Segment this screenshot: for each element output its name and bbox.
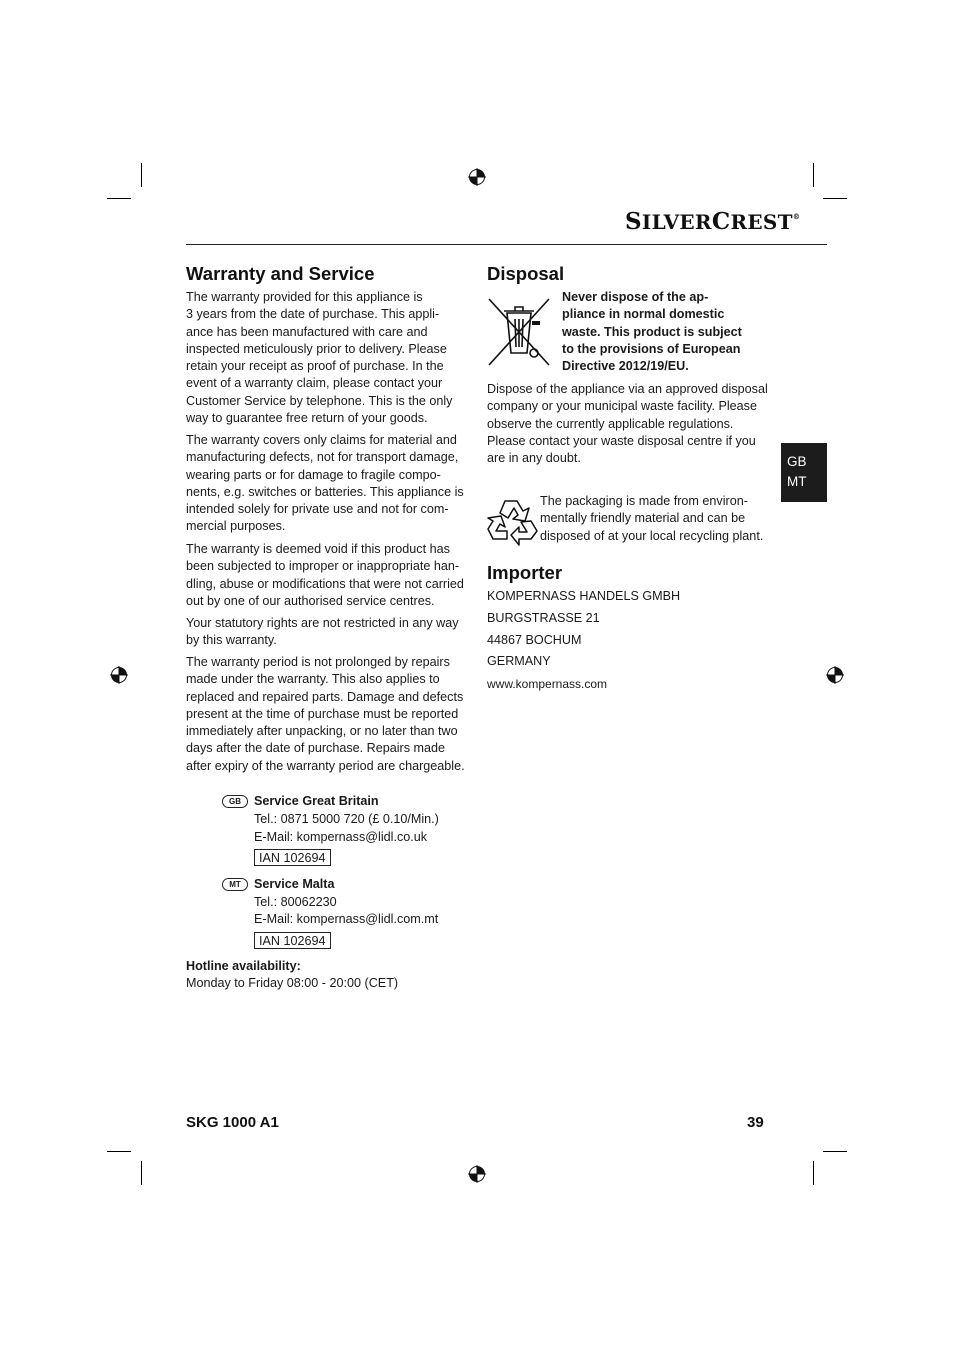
header-rule (186, 244, 827, 245)
importer-heading: Importer (487, 562, 563, 583)
service-email: E-Mail: kompernass@lidl.co.uk (254, 830, 428, 844)
disposal-body: Dispose of the appliance via an approved disposal company or your municipal waste facility. Please observe the currently applicable regulations. Please contact your waste disposal centre if you are in any doubt. (487, 382, 768, 466)
hotline-label: Hotline availability: (186, 959, 301, 973)
importer-line: 44867 BOCHUM (487, 633, 582, 647)
crop-mark (107, 198, 131, 199)
trademark: ® (792, 212, 801, 221)
country-badge-mt: MT (222, 878, 248, 891)
crop-mark (813, 163, 814, 187)
warranty-heading: Warranty and Service (186, 263, 375, 284)
crop-mark (107, 1151, 131, 1152)
warranty-paragraph: The warranty is deemed void if this product has been subjected to improper or inappropriate han- dling, abuse or modifications that were not carried out by one of our authorised service centres. (186, 542, 464, 608)
warranty-paragraph: The warranty covers only claims for material and manufacturing defects, not for transport damage, wearing parts or for damage to fragile compo- nents, e.g. switches or batteries. This appliance is intended solely for private use and not for com- mercial purposes. (186, 433, 464, 534)
crossed-bin-icon (487, 297, 553, 367)
model-number: SKG 1000 A1 (186, 1114, 279, 1131)
hotline-hours: Monday to Friday 08:00 - 20:00 (CET) (186, 976, 399, 990)
crop-mark (141, 1161, 142, 1185)
crop-mark (813, 1161, 814, 1185)
importer-website: www.kompernass.com (487, 677, 608, 691)
recycling-icon (487, 495, 539, 547)
language-gb: GB (787, 454, 807, 469)
crop-mark (141, 163, 142, 187)
language-tab (781, 443, 827, 502)
service-title: Service Great Britain (254, 794, 379, 808)
warranty-paragraph: The warranty period is not prolonged by repairs made under the warranty. This also applies to replaced and repaired parts. Damage and defects present at the time of purchase must be reported immediately after unpacking, or no later than two days after the date of purchase. Repairs made after expiry of the warranty period are chargeable. (186, 655, 465, 773)
ian-box: IAN 102694 (254, 932, 331, 949)
registration-mark-icon (468, 168, 486, 186)
packaging-note: The packaging is made from environ- mentally friendly material and can be disposed of at your local recycling plant. (540, 494, 764, 543)
disposal-warning: Never dispose of the ap- pliance in normal domestic waste. This product is subject to the provisions of European Directive 2012/19/EU. (562, 290, 742, 374)
importer-line: KOMPERNASS HANDELS GMBH (487, 589, 681, 603)
service-phone: Tel.: 80062230 (254, 895, 337, 909)
disposal-heading: Disposal (487, 263, 565, 284)
service-email: E-Mail: kompernass@lidl.com.mt (254, 912, 439, 926)
brand-initial: C (711, 208, 731, 235)
crop-mark (823, 198, 847, 199)
importer-line: GERMANY (487, 654, 551, 668)
warranty-paragraph: The warranty provided for this appliance is 3 years from the date of purchase. This appli- ance has been manufactured with care and inspected meticulously prior to delivery. Please retain your receipt as proof of purchase. In the event of a warranty claim, please contact your Customer Service by telephone. This is the only way to guarantee free return of your goods. (186, 290, 453, 426)
service-phone: Tel.: 0871 5000 720 (£ 0.10/Min.) (254, 812, 439, 826)
crop-mark (823, 1151, 847, 1152)
ian-box: IAN 102694 (254, 849, 331, 866)
registration-mark-icon (110, 666, 128, 684)
page-number: 39 (747, 1114, 764, 1131)
brand-logo (625, 208, 801, 235)
importer-line: BURGSTRASSE 21 (487, 611, 600, 625)
brand-rest: ILVER (641, 210, 712, 234)
warranty-paragraph: Your statutory rights are not restricted in any way by this warranty. (186, 616, 459, 648)
registration-mark-icon (826, 666, 844, 684)
country-badge-gb: GB (222, 795, 248, 808)
language-mt: MT (787, 474, 807, 489)
brand-rest: REST (730, 210, 793, 234)
brand-initial: S (625, 208, 642, 235)
service-title: Service Malta (254, 877, 335, 891)
registration-mark-icon (468, 1165, 486, 1183)
